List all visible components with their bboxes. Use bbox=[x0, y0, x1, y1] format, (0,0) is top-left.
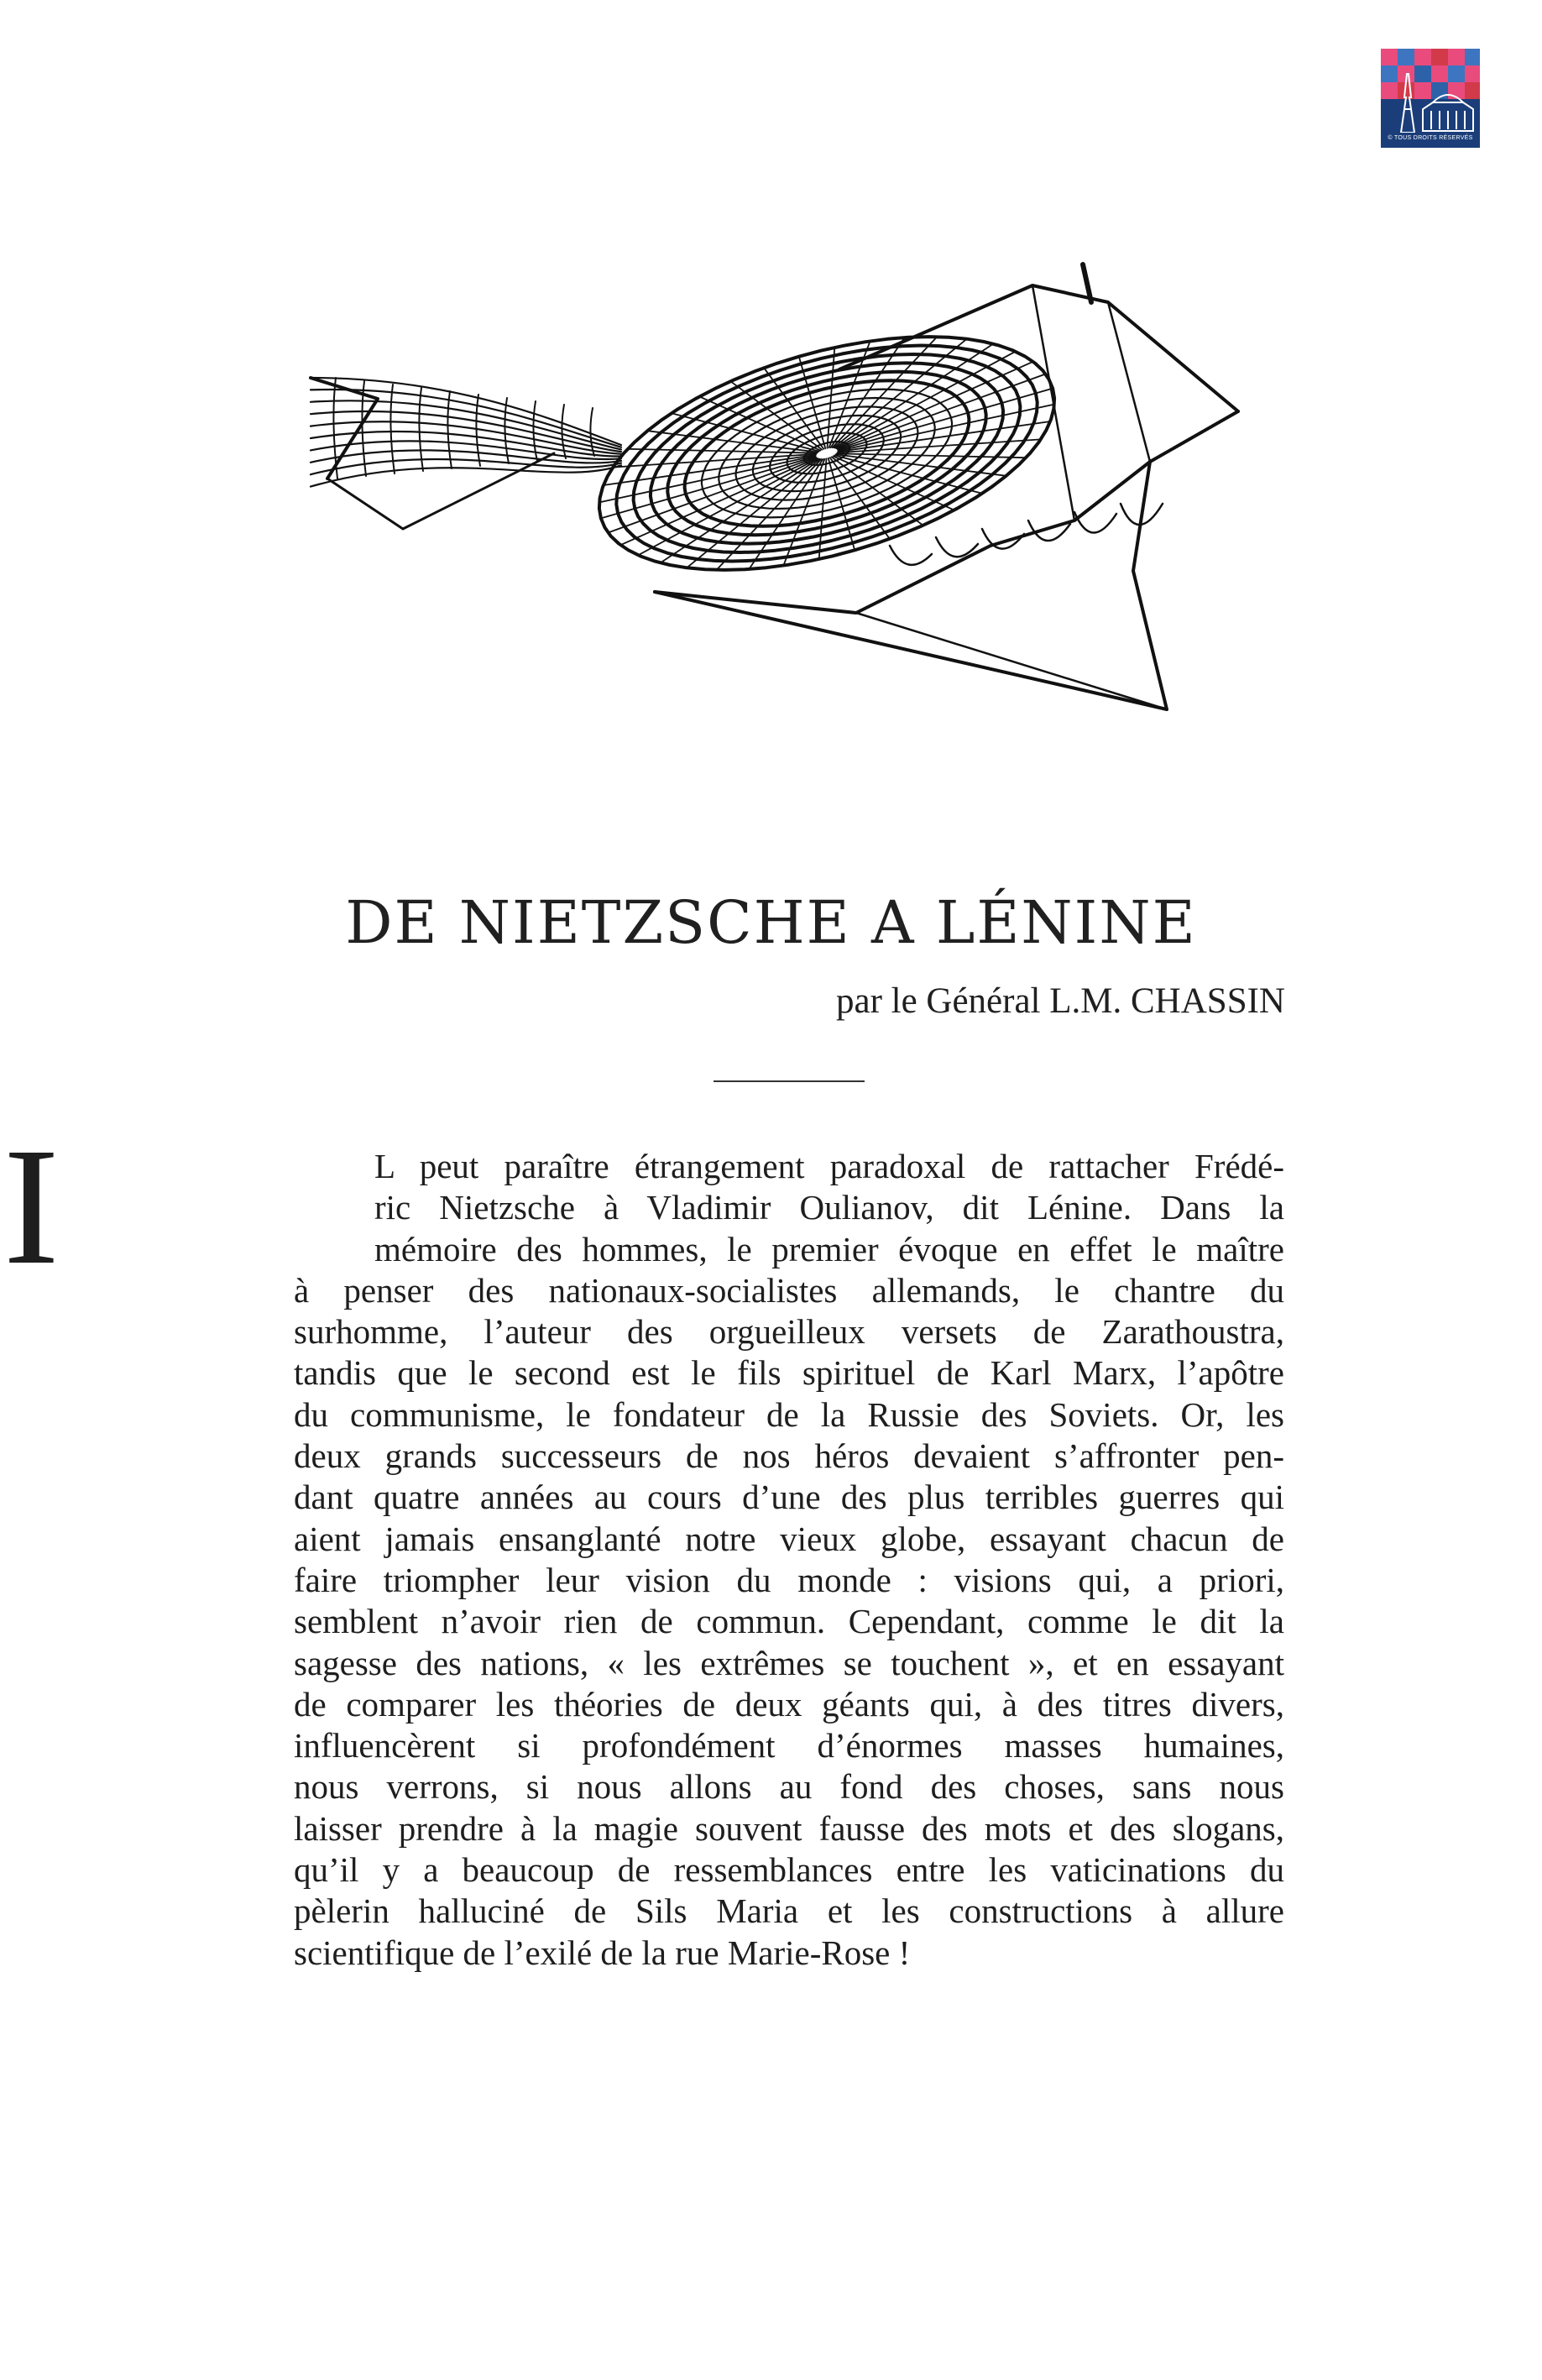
article-body bbox=[294, 1146, 1284, 1974]
eiffel-tower-building-icon bbox=[1381, 49, 1480, 148]
body-line: nous verrons, si nous allons au fond des choses, sans nous bbox=[294, 1767, 1284, 1807]
body-line: à penser des nationaux-socialistes allemands, le chantre du bbox=[294, 1270, 1284, 1310]
article-title: DE NIETZSCHE A LÉNINE bbox=[345, 888, 1197, 957]
body-line: sagesse des nations, « les extrêmes se touchent », et en essayant bbox=[294, 1643, 1284, 1682]
body-line: tandis que le second est le fils spirituel de Karl Marx, l’apôtre bbox=[294, 1353, 1284, 1393]
body-line: dant quatre années au cours d’une des plus terribles guerres qui bbox=[294, 1478, 1284, 1517]
body-line: influencèrent si profondément d’énormes masses humaines, bbox=[294, 1726, 1284, 1765]
title-divider bbox=[714, 1080, 865, 1082]
article-byline: par le Général L.M. CHASSIN bbox=[835, 981, 1285, 1021]
body-line: faire triompher leur vision du monde : visions qui, a priori, bbox=[294, 1560, 1284, 1599]
body-line: laisser prendre à la magie souvent fausse des mots et des slogans, bbox=[294, 1808, 1284, 1848]
publisher-logo bbox=[1381, 49, 1480, 148]
body-line: ric Nietzsche à Vladimir Oulianov, dit Lénine. Dans la bbox=[374, 1188, 1284, 1227]
body-line: surhomme, l’auteur des orgueilleux versets de Zarathoustra, bbox=[294, 1312, 1284, 1352]
body-line: de comparer les théories de deux géants qui, à des titres divers, bbox=[294, 1684, 1284, 1724]
body-line: semblent n’avoir rien de commun. Cependant, comme le dit la bbox=[294, 1602, 1284, 1641]
logo-caption: © TOUS DROITS RÉSERVÉS bbox=[1388, 135, 1473, 141]
spider-web-illustration bbox=[302, 252, 1276, 739]
spider-web-icon bbox=[302, 252, 1276, 739]
body-line: L peut paraître étrangement paradoxal de rattacher Frédé- bbox=[374, 1147, 1284, 1185]
body-line: qu’il y a beaucoup de ressemblances entre les vaticinations du bbox=[294, 1850, 1284, 1890]
body-line: pèlerin halluciné de Sils Maria et les constructions à allure bbox=[294, 1891, 1284, 1931]
body-line: du communisme, le fondateur de la Russie des Soviets. Or, les bbox=[294, 1394, 1284, 1434]
body-line: scientifique de l’exilé de la rue Marie-Rose ! bbox=[294, 1933, 911, 1972]
body-line: aient jamais ensanglanté notre vieux globe, essayant chacun de bbox=[294, 1519, 1284, 1558]
body-line: deux grands successeurs de nos héros devaient s’affronter pen- bbox=[294, 1436, 1284, 1476]
drop-cap: I bbox=[3, 1114, 60, 1300]
body-line: mémoire des hommes, le premier évoque en effet le maître bbox=[374, 1229, 1284, 1268]
